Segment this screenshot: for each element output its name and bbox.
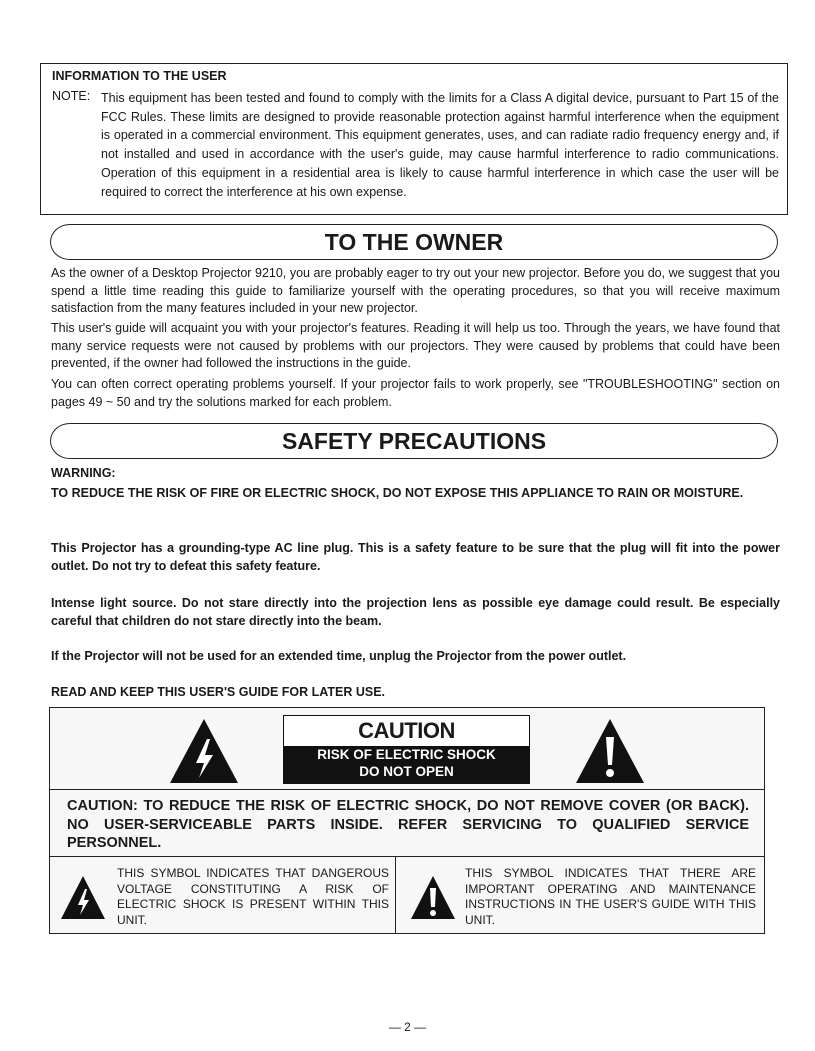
keep-guide-notice: READ AND KEEP THIS USER'S GUIDE FOR LATER USE. <box>51 685 386 699</box>
caution-divider-bottom <box>49 856 765 857</box>
grounding-notice: This Projector has a grounding-type AC line plug. This is a safety feature to be sure that the plug will fit into the power outlet. Do not try to defeat this safety feature. <box>51 541 780 573</box>
exclamation-warning-icon <box>574 717 646 785</box>
caution-line-2: DO NOT OPEN <box>359 764 454 779</box>
lightning-warning-icon <box>168 717 240 785</box>
caution-line-1: RISK OF ELECTRIC SHOCK <box>317 747 496 762</box>
caution-title: CAUTION <box>358 718 455 743</box>
light-source-notice: Intense light source. Do not stare directly into the projection lens as possible eye damage could result. Be especially careful that children do not stare directly into the beam. <box>51 596 780 628</box>
caution-divider-top <box>49 789 765 790</box>
caution-panel <box>283 715 530 784</box>
note-body: This equipment has been tested and found to comply with the limits for a Class A digital device, pursuant to Part 15 of the FCC Rules. These limits are designed to provide reasonable protection against harmful interference when the equipment is operated in a commercial environment. This equipment generates, uses, and can radiate radio frequency energy and, if not installed and used in accordance with the user's guide, may cause harmful interference to radio communications. Operation of this equipment in a residential area is likely to cause harmful interference in which case the user will be required to correct the interference at his own expense. <box>101 91 779 199</box>
page-number: — 2 — <box>388 1020 427 1034</box>
symbol-left-text: THIS SYMBOL INDICATES THAT DANGEROUS VOLTAGE CONSTITUTING A RISK OF ELECTRIC SHOCK IS PRESENT WITHIN THIS UNIT. <box>117 866 389 927</box>
owner-paragraph-2: This user's guide will acquaint you with your projector's features. Reading it will help us too. Through the years, we have found that many service requests were not caused by problems with our projectors. They were caused by problems that could have been prevented, if the owner had followed the instructions in the guide. <box>51 321 780 370</box>
note-label: NOTE: <box>52 89 91 103</box>
owner-paragraph-1: As the owner of a Desktop Projector 9210, you are probably eager to try out your new projector. Before you do, we suggest that you spend a little time reading this guide to familiarize yourself with the operating procedures, so that you will receive maximum satisfaction from the many features included in your new projector. <box>51 266 780 315</box>
symbol-right-text: THIS SYMBOL INDICATES THAT THERE ARE IMPORTANT OPERATING AND MAINTENANCE INSTRUCTIONS IN THE USER'S GUIDE WITH THIS UNIT. <box>465 866 756 927</box>
warning-text: TO REDUCE THE RISK OF FIRE OR ELECTRIC SHOCK, DO NOT EXPOSE THIS APPLIANCE TO RAIN OR MOISTURE. <box>51 486 744 500</box>
owner-banner <box>50 224 778 260</box>
safety-banner <box>50 423 778 459</box>
caution-black-bar <box>284 746 529 783</box>
unplug-notice: If the Projector will not be used for an extended time, unplug the Projector from the power outlet. <box>51 649 627 663</box>
caution-divider-vertical <box>395 856 396 934</box>
owner-paragraph-3: You can often correct operating problems yourself. If your projector fails to work properly, see "TROUBLESHOOTING" section on pages 49 ~ 50 and try the solutions marked for each problem. <box>51 377 780 409</box>
info-title: INFORMATION TO THE USER <box>52 69 227 83</box>
small-exclamation-icon <box>410 875 456 921</box>
safety-heading: SAFETY PRECAUTIONS <box>281 428 547 454</box>
small-lightning-icon <box>60 875 106 921</box>
caution-statement: CAUTION: TO REDUCE THE RISK OF ELECTRIC SHOCK, DO NOT REMOVE COVER (OR BACK). NO USER-SERVICEABLE PARTS INSIDE. REFER SERVICING TO QUALIFIED SERVICE PERSONNEL. <box>67 798 749 851</box>
owner-heading: TO THE OWNER <box>324 229 504 255</box>
warning-label: WARNING: <box>51 466 116 480</box>
